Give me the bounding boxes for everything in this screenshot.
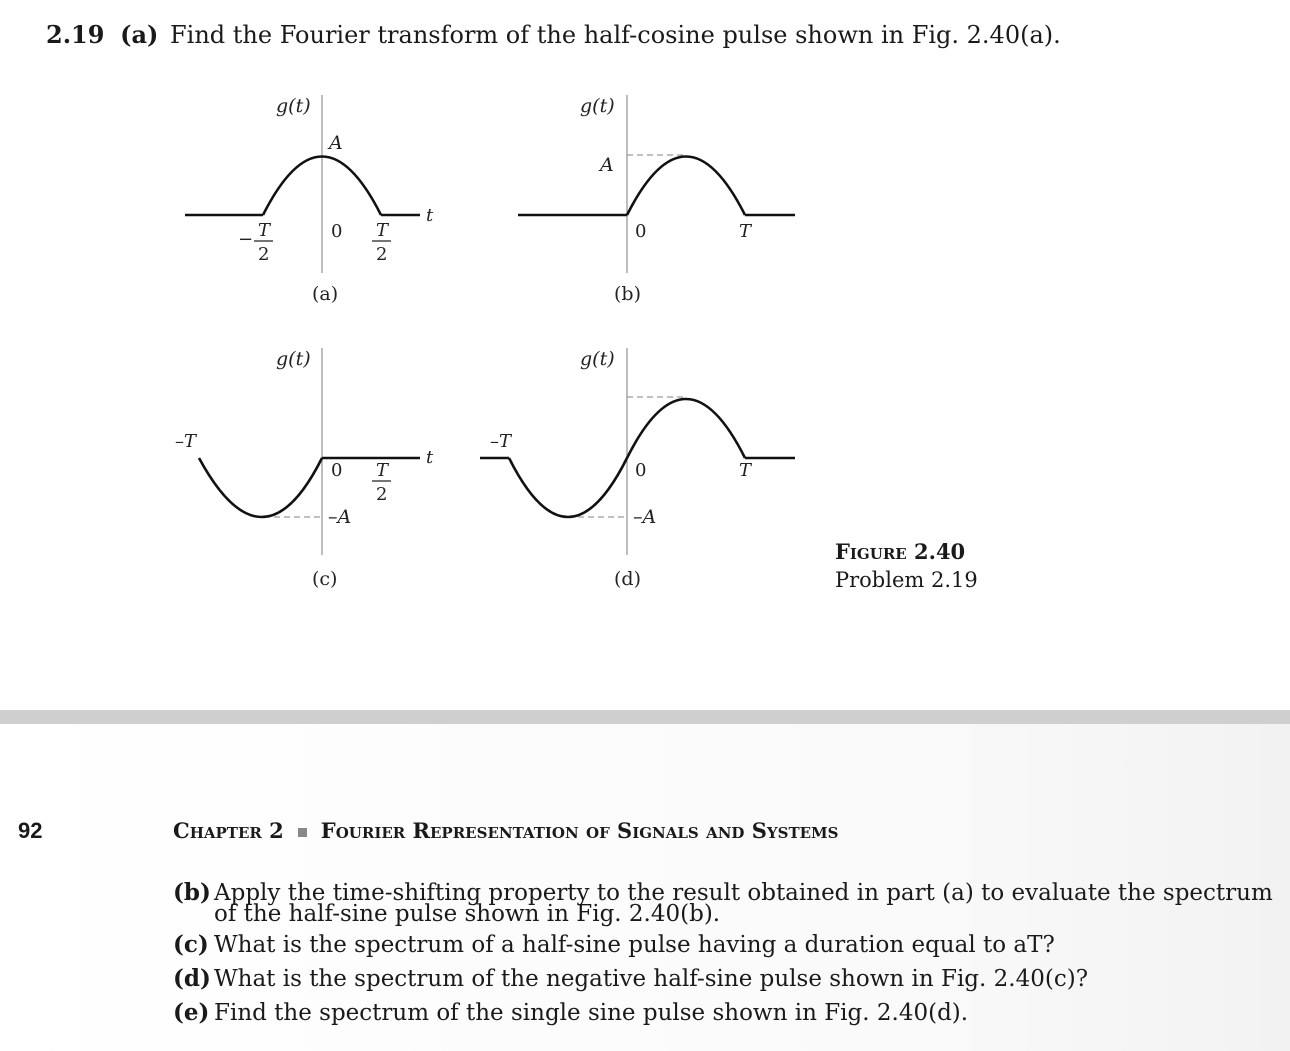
- part-c: [173, 928, 1273, 962]
- panel-c-waveform: [199, 458, 322, 517]
- part-e-text: Find the spectrum of the single sine pulse shown in Fig. 2.40(d).: [214, 1000, 969, 1026]
- panel-c-amp-label: –A: [328, 506, 352, 528]
- part-b: [173, 876, 1273, 910]
- panel-c-right-num: T: [376, 460, 389, 481]
- panel-c-ylabel: g(t): [276, 348, 311, 370]
- panel-c-label: (c): [312, 568, 338, 590]
- panel-b-amp-label: A: [600, 154, 614, 176]
- part-b-line1: Apply the time-shifting property to the result obtained in part (a) to evaluate the spectrum: [214, 880, 1273, 906]
- panel-b: [518, 95, 795, 305]
- chapter-title: Fourier Representation of Signals and Systems: [320, 818, 839, 843]
- part-b-line2: of the half-sine pulse shown in Fig. 2.40(b).: [214, 901, 721, 927]
- page-divider: [0, 710, 1290, 724]
- panel-a: [185, 95, 434, 305]
- panel-b-ylabel: g(t): [580, 95, 615, 117]
- part-d: [173, 962, 1273, 996]
- figure-caption-sub: Problem 2.19: [835, 568, 978, 592]
- part-c-label: (c): [173, 931, 209, 958]
- chapter-label: Chapter 2: [173, 818, 284, 843]
- panel-b-right-tick: T: [739, 221, 752, 242]
- part-c-text: What is the spectrum of a half-sine pulse having a duration equal to aT?: [214, 932, 1055, 958]
- panel-a-amp-label: A: [329, 132, 343, 154]
- panel-b-label: (b): [614, 283, 641, 305]
- panel-a-zero: 0: [331, 221, 343, 242]
- panel-d-right-tick: T: [739, 460, 752, 481]
- panel-d: [480, 348, 795, 590]
- panel-a-left-num: T: [258, 220, 271, 241]
- figure-caption-title: Figure 2.40: [835, 539, 966, 564]
- panel-b-waveform: [627, 157, 745, 216]
- panel-a-left-den: 2: [258, 244, 270, 265]
- problem-number: 2.19: [46, 20, 105, 49]
- part-d-text: What is the spectrum of the negative half-sine pulse shown in Fig. 2.40(c)?: [214, 966, 1089, 992]
- chapter-header: [173, 818, 838, 843]
- problem-parts: [173, 876, 1273, 1030]
- part-b-label: (b): [173, 879, 211, 906]
- panel-a-right-num: T: [376, 220, 389, 241]
- figure-caption: [835, 537, 978, 595]
- panel-c-right-den: 2: [376, 484, 388, 505]
- panel-b-zero: 0: [635, 221, 647, 242]
- panel-a-label: (a): [312, 283, 339, 305]
- header-square-icon: [298, 828, 307, 837]
- panel-a-xlabel: t: [426, 205, 434, 226]
- panel-d-left-tick: –T: [490, 431, 512, 452]
- part-e-label: (e): [173, 999, 210, 1026]
- page-number: 92: [18, 818, 43, 843]
- part-a-label: (a): [120, 20, 159, 49]
- panel-a-minus: −: [238, 229, 254, 250]
- panel-d-amp-label: –A: [633, 506, 657, 528]
- panel-c-zero: 0: [331, 460, 343, 481]
- panel-d-ylabel: g(t): [580, 348, 615, 370]
- panel-a-ylabel: g(t): [276, 95, 311, 117]
- panel-c-left-tick: –T: [175, 431, 197, 452]
- panel-c-xlabel: t: [426, 447, 434, 468]
- part-a-text: Find the Fourier transform of the half-cosine pulse shown in Fig. 2.40(a).: [170, 21, 1061, 49]
- panel-c: [175, 348, 434, 590]
- panel-a-right-den: 2: [376, 244, 388, 265]
- part-d-label: (d): [173, 965, 211, 992]
- panel-d-zero: 0: [635, 460, 647, 481]
- part-e: [173, 996, 1273, 1030]
- panel-d-label: (d): [614, 568, 641, 590]
